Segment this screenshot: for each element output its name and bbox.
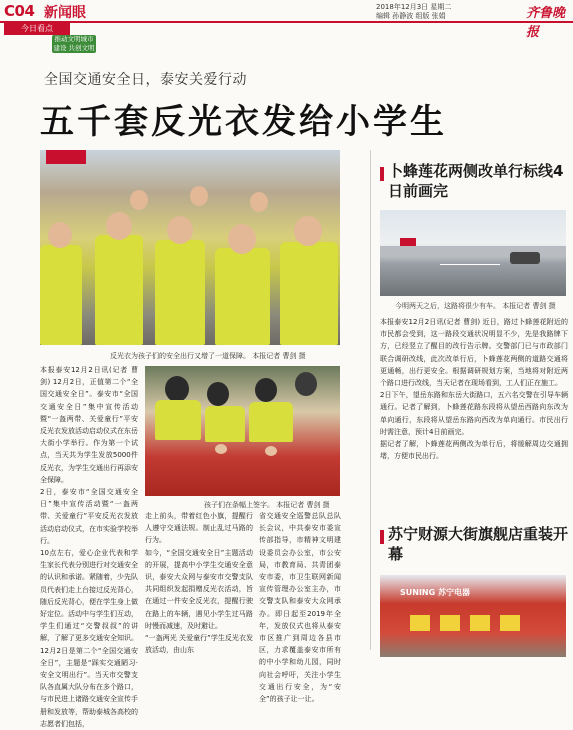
- photo2-caption: 孩子们在条幅上签字。 本报记者 曹剑 摄: [204, 501, 330, 509]
- photo-signing-banner: [145, 366, 340, 496]
- sidebar2-headline: 苏宁财源大街旗舰店重装开幕: [388, 525, 569, 563]
- editor-credits: 编辑 孙静波 组版 张娟: [376, 12, 446, 20]
- section-title: 新闻眼: [44, 5, 86, 21]
- newspaper-logo: 齐鲁晚报: [526, 6, 566, 40]
- date-line: [376, 3, 526, 21]
- issue-date: 2018年12月3日 星期二: [376, 3, 452, 11]
- headline-marker-icon: [380, 530, 384, 544]
- sidebar1-headline: 卜蜂莲花两侧改单行标线4日前画完: [388, 162, 564, 200]
- headline-marker-icon: [380, 167, 384, 181]
- article-column-1: 本报泰安12月2日讯(记者 曹剑) 12月2日，正值第二个“全国交通安全日”。泰安市“全国交通安全日”集中宣传活动暨“一盔两带、关爱童行”平安反光衣发放活动启动仪式在东岳大街小学举行。作为第一个试点，当天共为学生发放5000件反光衣，为学生交通出行再添安全保障。 2日，泰安市“全国交通安全日”集中宣传活动暨“一盔两带、关爱童行”平安反光衣发放活动启动仪式，在市实验学校举行。 10点左右，爱心企业代表和学生家长代表分别进行对交通安全的认识和承诺。紧随着，少先队员代表们走上台接过反光背心，随后反光背心，便在学生身上做好定位。活动中与学生们互动，学生们通过“交警叔叔”的讲解，了解了更多交通安全知识。 12月2日是第二个“全国交通安全日”，主题是“踩实交通陋习·安全文明出行”。当天市交警支队各直属大队分布在多个路口，与市民进上诸路交通安全宣传手册和发放等，帮助泰城各高校的志愿者们包括，: [40, 366, 138, 728]
- article-column-3: 省交通安全巡警总队总队长会议，中共泰安市委宣传部指导，市精神文明建设委员会办公室，市公安局，市教育局、共青团泰安市委，市卫生联网新闻宣传管理办公室主办，市交警支队和泰安大众网承办。即日起至2019年全年，发放仪式也将从泰安市区推广到周边各县市区，力求覆盖泰安市所有的中小学和幼儿园，同时向社会呼吁，关注小学生交通出行安全，为“安全”的孩子让一让。: [259, 512, 341, 704]
- header-rule: [0, 21, 573, 23]
- article-kicker: 全国交通安全日，泰安关爱行动: [44, 72, 247, 88]
- photo-suning-store: [380, 575, 566, 657]
- column-badge: 推动文明城市建设 共创文明家园: [53, 35, 95, 61]
- column-divider: [370, 150, 371, 650]
- article-column-2: 走上前头，带着红色小旗，提醒行人遵守交通法规。制止乱过马路的行为。 如今，“全国交通安全日”主题活动的开展，提高中小学生交通安全意识，泰安大众网与泰安市交警支队共同组织发起捐赠反光衣活动，旨在通过一件安全反光衣，提醒行驶在路上的车辆，遇见小学生过马路时慢而减速，及时避让。 “一盔两光 关爱童行”学生反光衣发放活动，由山东: [145, 512, 253, 655]
- photo3-caption: 今明两天之后，这路将很少有车。 本报记者 曹剑 摄: [395, 302, 556, 310]
- photo1-caption: 反光衣为孩子们的安全出行又增了一道保障。 本报记者 曹剑 摄: [110, 352, 306, 360]
- today-tag: 今日看点: [4, 23, 70, 35]
- article-headline: 五千套反光衣发给小学生: [40, 102, 447, 142]
- store-sign: SUNING 苏宁电器: [400, 588, 470, 597]
- photo-children-vests: [40, 150, 340, 345]
- page-number: C04: [4, 2, 35, 20]
- photo-road: [380, 210, 566, 296]
- sidebar1-body: 本报泰安12月2日讯(记者 曹剑) 近日，路过卜蜂莲花附近的市民都会受到，这一路段交通状况明显不少，先是我路牌下方，已经竖立了醒目的改行告示牌。交警部门已与市政部门联合调研改线，此次改单行后，卜蜂莲花两侧的道路交通将更通畅，出行更安全。根据调研规划方案，当地将对附近两个路口进行改线，当天记者在现场看到，工人们正在施工。 2日下午，望岳东路和东岳大街路口，五六名交警在引导车辆通行。记者了解到，卜蜂莲花路东段将从望岳西路向东改为单向通行，东段将从望岳东路向西改为单向通行。市民出行时需注意，预计4日前画完。 据记者了解，卜蜂莲花两侧改为单行后，将缓解周边交通拥堵，方便市民出行。: [380, 318, 568, 461]
